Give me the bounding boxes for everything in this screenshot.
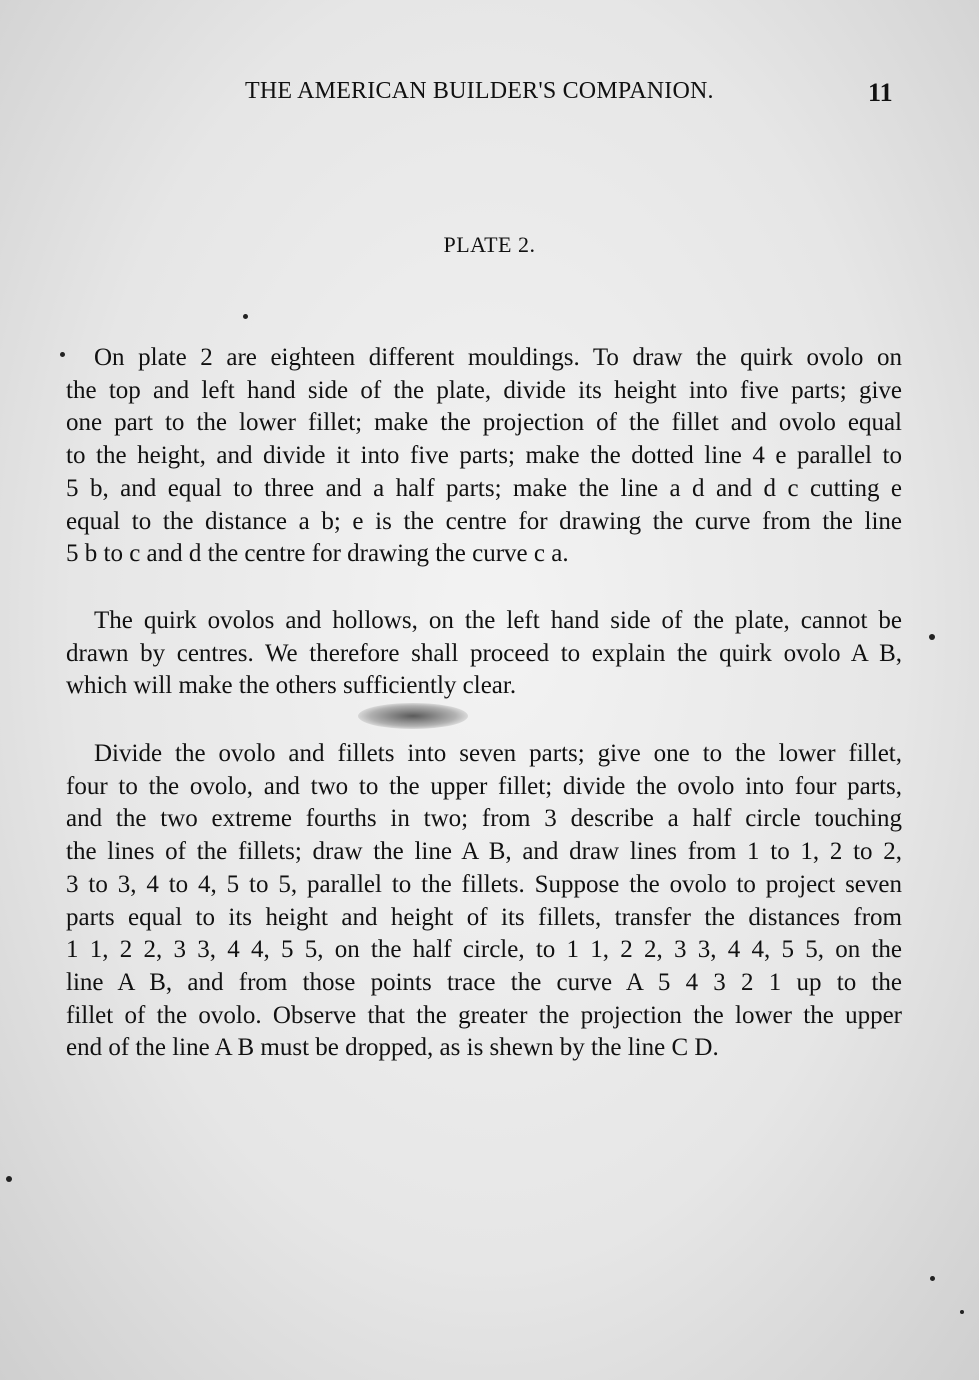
text-line: end of the line A B must be dropped, as is shewn by the line C D. bbox=[66, 1034, 719, 1062]
paper-speck bbox=[6, 1176, 12, 1182]
paper-speck bbox=[243, 314, 248, 319]
ink-smudge bbox=[358, 703, 468, 729]
text-line: to the height, and divide it into five parts; make the dotted line 4 e parallel to bbox=[66, 442, 902, 470]
text-line: fillet of the ovolo. Observe that the greater the projection the lower the upper bbox=[66, 1001, 902, 1029]
text-line: the lines of the fillets; draw the line A B, and draw lines from 1 to 1, 2 to 2, bbox=[66, 838, 902, 866]
paragraph-2 bbox=[66, 605, 902, 703]
running-header: THE AMERICAN BUILDER'S COMPANION. bbox=[245, 78, 714, 104]
text-line: The quirk ovolos and hollows, on the left hand side of the plate, cannot be bbox=[94, 607, 902, 634]
paragraph-1 bbox=[66, 342, 902, 571]
paper-speck bbox=[929, 634, 935, 640]
paper-speck bbox=[60, 352, 65, 357]
text-line: which will make the others sufficiently clear. bbox=[66, 672, 517, 700]
text-line: 5 b, and equal to three and a half parts; make the line a d and d c cutting e bbox=[66, 474, 902, 502]
section-title: PLATE 2. bbox=[443, 232, 536, 257]
text-line: 1 1, 2 2, 3 3, 4 4, 5 5, on the half circle, to 1 1, 2 2, 3 3, 4 4, 5 5, on the bbox=[66, 936, 902, 964]
text-line: parts equal to its height and height of its fillets, transfer the distances from bbox=[66, 903, 902, 931]
text-line: 5 b to c and d the centre for drawing the curve c a. bbox=[66, 540, 569, 568]
text-line: line A B, and from those points trace the curve A 5 4 3 2 1 up to the bbox=[66, 968, 902, 996]
text-line: equal to the distance a b; e is the centre for drawing the curve from the line bbox=[66, 507, 902, 535]
text-line: On plate 2 are eighteen different mouldings. To draw the quirk ovolo on bbox=[94, 344, 902, 371]
paper-speck bbox=[960, 1310, 964, 1314]
page-number: 11 bbox=[868, 78, 893, 107]
text-line: the top and left hand side of the plate, divide its height into five parts; give bbox=[66, 376, 902, 404]
text-line: one part to the lower fillet; make the projection of the fillet and ovolo equal bbox=[66, 409, 902, 437]
text-line: Divide the ovolo and fillets into seven parts; give one to the lower fillet, bbox=[94, 740, 902, 767]
text-line: four to the ovolo, and two to the upper fillet; divide the ovolo into four parts, bbox=[66, 772, 902, 800]
paper-speck bbox=[930, 1276, 935, 1281]
paragraph-3 bbox=[66, 738, 902, 1065]
text-line: drawn by centres. We therefore shall proceed to explain the quirk ovolo A B, bbox=[66, 639, 902, 667]
text-line: and the two extreme fourths in two; from 3 describe a half circle touching bbox=[66, 805, 902, 833]
text-line: 3 to 3, 4 to 4, 5 to 5, parallel to the fillets. Suppose the ovolo to project seven bbox=[66, 870, 902, 898]
